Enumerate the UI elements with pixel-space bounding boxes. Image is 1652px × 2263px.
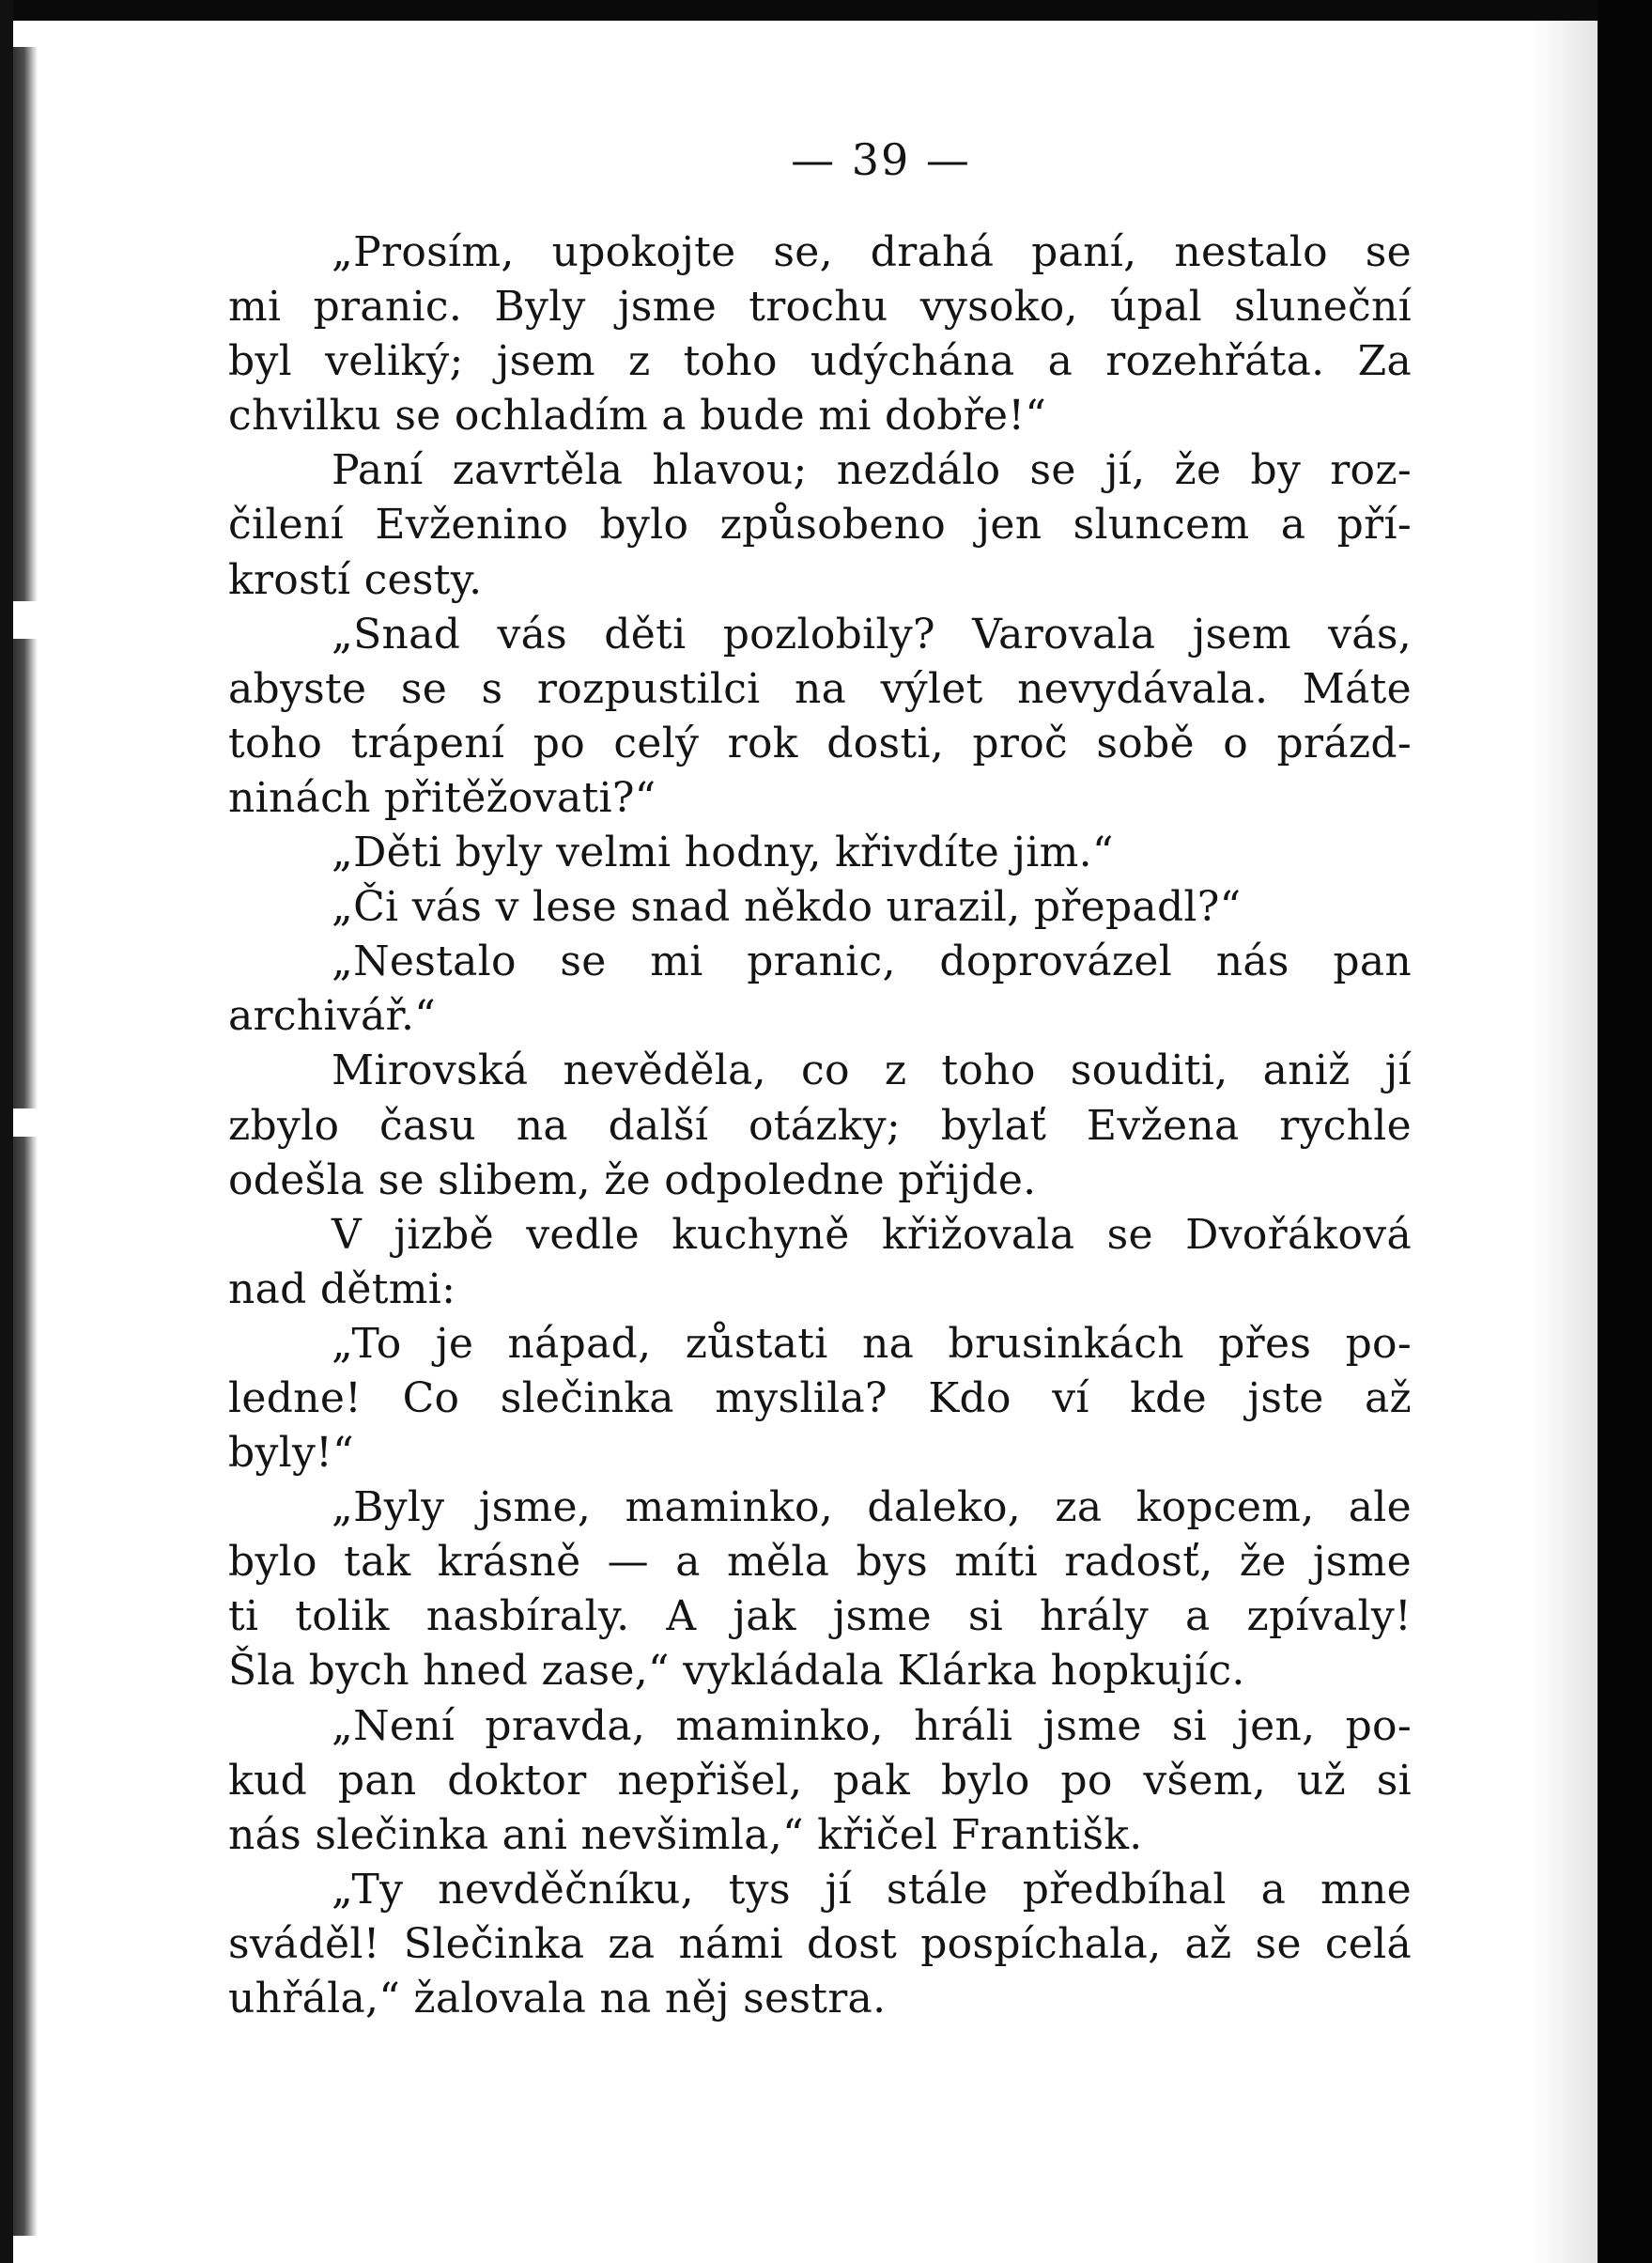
- text-line: „Nestalo se mi pranic, doprovázel nás pan: [332, 938, 1412, 986]
- page-text: [228, 113, 1412, 2026]
- text-line: „Děti byly velmi hodny, křivdíte jim.“: [332, 829, 1114, 877]
- page-edge-shadow: [1532, 21, 1598, 2263]
- text-line: mi pranic. Byly jsme trochu vysoko, úpal sluneční: [228, 283, 1412, 332]
- text-line: „To je nápad, zůstati na brusinkách přes po-: [332, 1319, 1412, 1368]
- text-line: byl veliký; jsem z toho udýchána a rozehřáta. Za: [228, 337, 1412, 386]
- text-line: abyste se s rozpustilci na výlet nevydávala. Máte: [228, 664, 1412, 713]
- text-line: V jizbě vedle kuchyně křižovala se Dvořáková: [332, 1210, 1412, 1259]
- scan-border-top: [0, 0, 1652, 21]
- page-number: — 39 —: [791, 134, 971, 185]
- scan-border-right: [1598, 0, 1652, 2263]
- spine-gap: [13, 601, 51, 639]
- text-lines: [228, 225, 1412, 2026]
- text-line: „Byly jsme, maminko, daleko, za kopcem, ale: [332, 1483, 1412, 1532]
- text-line: čilení Evženino bylo způsobeno jen sluncem a pří-: [228, 501, 1412, 550]
- spine-gap: [13, 1108, 51, 1137]
- text-line: sváděl! Slečinka za námi dost pospíchala, až se celá: [228, 1919, 1412, 1968]
- book-spine-shadow: [13, 47, 38, 2236]
- text-line: nás slečinka ani nevšimla,“ křičel Františk.: [228, 1810, 1143, 1859]
- text-line: ninách přitěžovati?“: [228, 773, 656, 822]
- scan-border-left: [0, 0, 13, 2263]
- text-line: Šla bych hned zase,“ vykládala Klárka hopkujíc.: [228, 1647, 1245, 1696]
- text-line: ledne! Co slečinka myslila? Kdo ví kde jste až: [228, 1373, 1412, 1422]
- text-line: „Snad vás děti pozlobily? Varovala jsem vás,: [332, 610, 1412, 659]
- text-line: archivář.“: [228, 992, 437, 1041]
- text-line: odešla se slibem, že odpoledne přijde.: [228, 1155, 1037, 1204]
- text-line: „Není pravda, maminko, hráli jsme si jen, po-: [332, 1701, 1412, 1750]
- text-line: ti tolik nasbíraly. A jak jsme si hrály a zpívaly!: [228, 1592, 1412, 1641]
- text-line: Paní zavrtěla hlavou; nezdálo se jí, že by roz-: [332, 446, 1412, 495]
- text-line: „Či vás v lese snad někdo urazil, přepadl?“: [332, 883, 1242, 932]
- text-line: toho trápení po celý rok dosti, proč sobě o prázd-: [228, 719, 1412, 767]
- text-line: nad dětmi:: [228, 1264, 456, 1313]
- text-line: Mirovská nevěděla, co z toho souditi, aniž jí: [332, 1046, 1412, 1095]
- text-line: „Ty nevděčníku, tys jí stále předbíhal a mne: [332, 1865, 1412, 1914]
- text-line: krostí cesty.: [228, 555, 483, 604]
- text-line: zbylo času na další otázky; bylať Evžena rychle: [228, 1101, 1412, 1150]
- text-line: bylo tak krásně — a měla bys míti radosť, že jsme: [228, 1538, 1412, 1587]
- text-line: uhřála,“ žalovala na něj sestra.: [228, 1975, 887, 2023]
- text-line: „Prosím, upokojte se, drahá paní, nestalo se: [332, 228, 1412, 276]
- text-line: chvilku se ochladím a bude mi dobře!“: [228, 392, 1047, 441]
- text-line: kud pan doktor nepřišel, pak bylo po všem, už si: [228, 1756, 1412, 1805]
- text-line: byly!“: [228, 1429, 354, 1478]
